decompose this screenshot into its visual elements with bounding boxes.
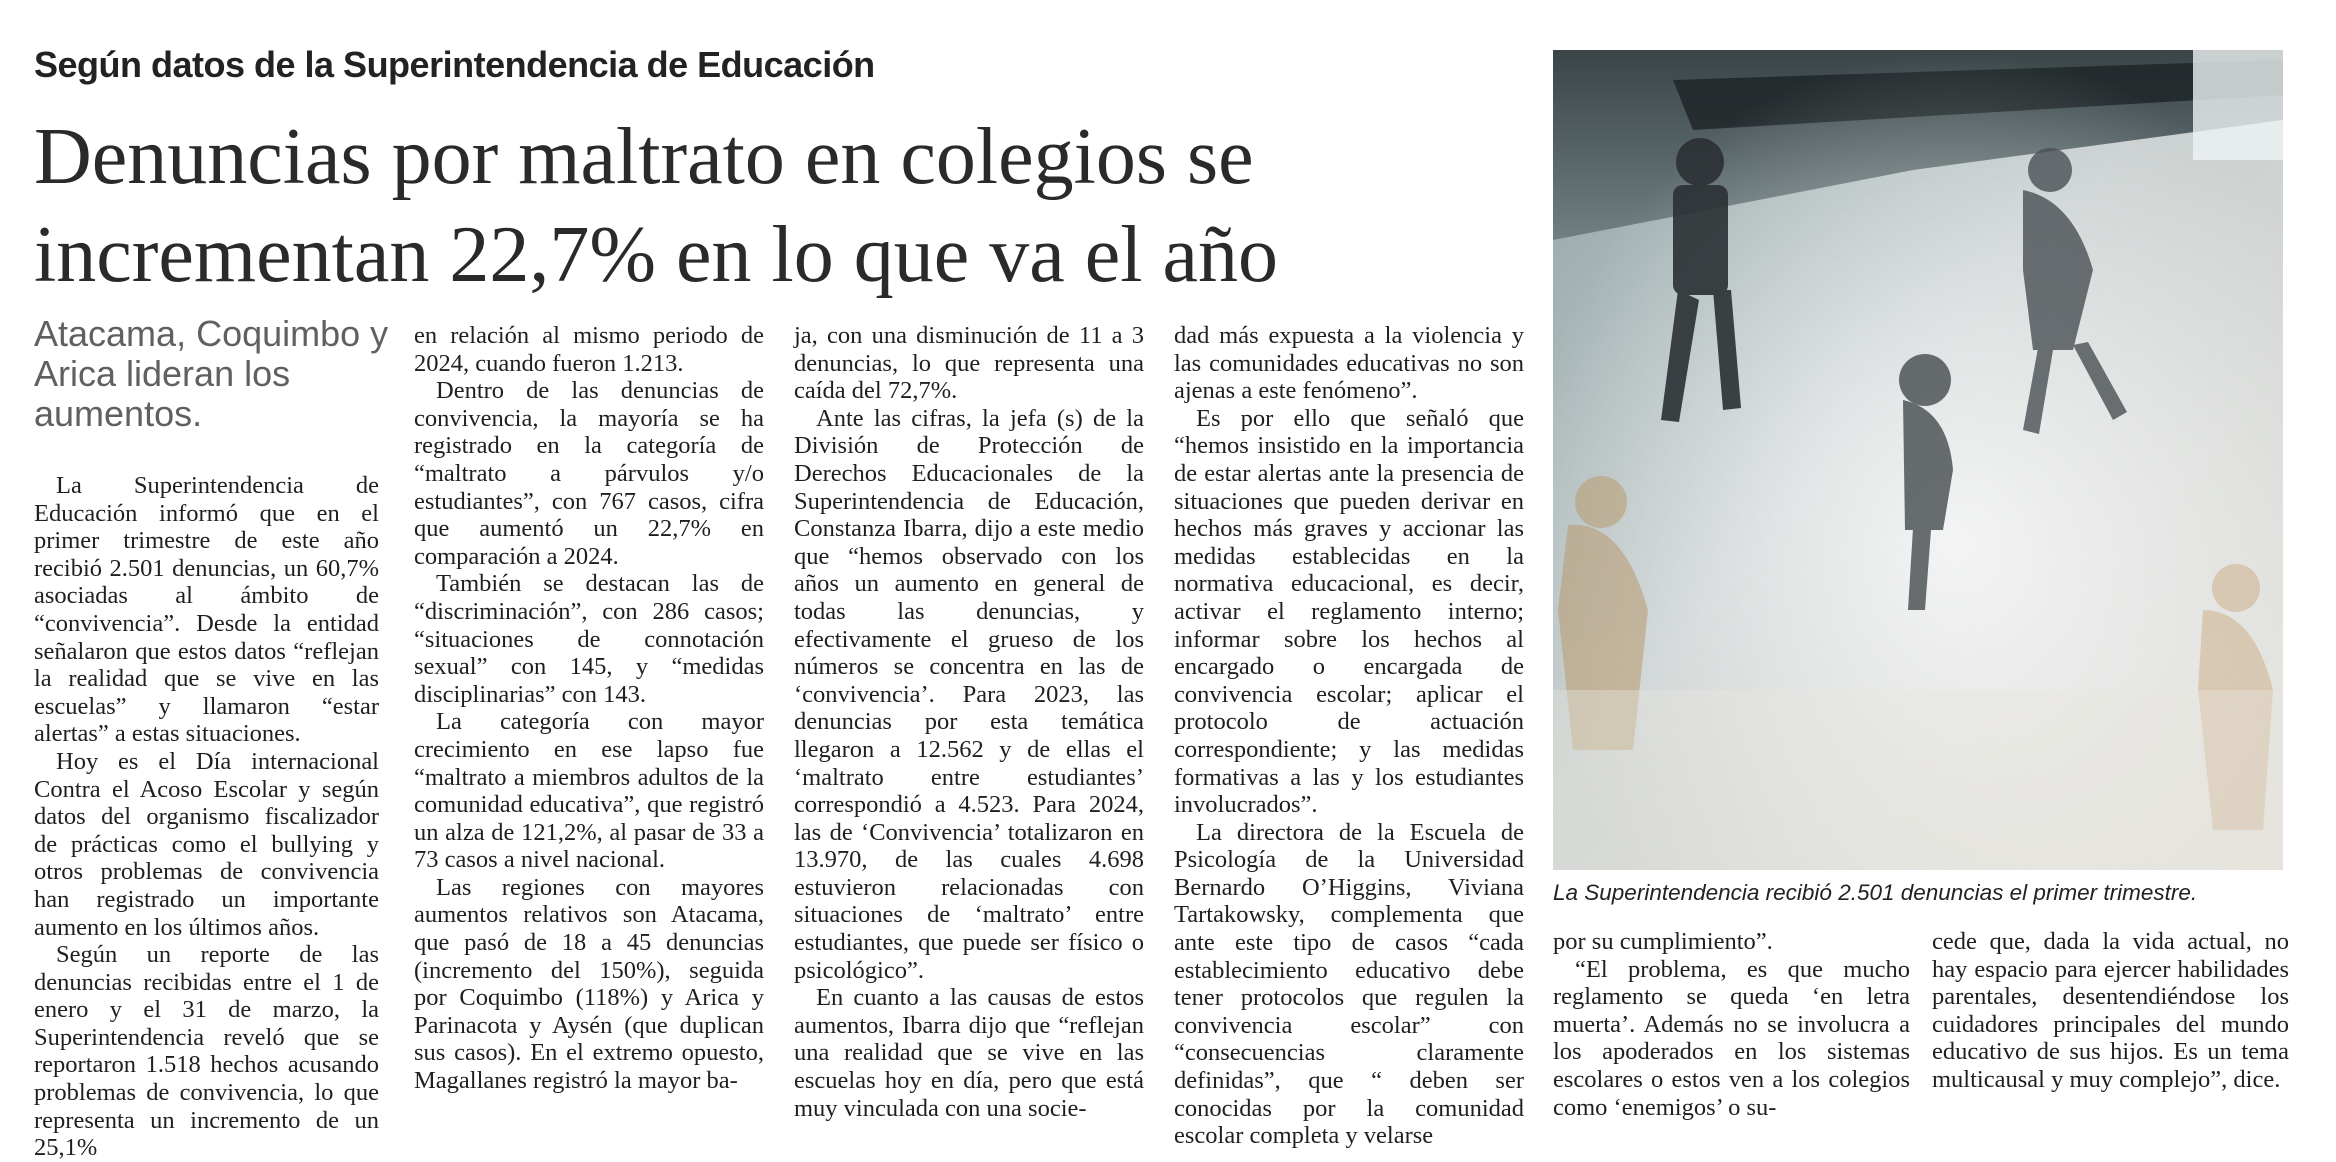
children-hallway-photo xyxy=(1553,50,2283,870)
paragraph: En cuanto a las causas de estos aumentos, Ibarra dijo que “reflejan una realidad que se vive en las escuelas hoy en día, pero que está muy vinculada con una socie- xyxy=(794,984,1144,1122)
paragraph: Hoy es el Día internacional Contra el Acoso Escolar y según datos del organismo fiscalizador de prácticas como el bullying y otros problemas de convivencia han registrado un importante aumento en los últimos años. xyxy=(34,747,379,941)
paragraph: cede que, dada la vida actual, no hay espacio para ejercer habilidades parentales, desentendiéndose los cuidadores principales del mundo educativo de sus hijos. Es un tema multicausal y muy complejo”, dice. xyxy=(1932,928,2289,1093)
article-headline: Denuncias por maltrato en colegios se incrementan 22,7% en lo que va el año xyxy=(34,113,1278,299)
paragraph: “El problema, es que mucho reglamento se queda ‘en letra muerta’. Además no se involucra a los apoderados en los sistemas escolares o estos ven a los colegios como ‘enemigos’ o su- xyxy=(1553,955,1910,1121)
body-column-1 xyxy=(34,472,379,1162)
paragraph: También se destacan las de “discriminación”, con 286 casos; “situaciones de connotación sexual” con 145, y “medidas disciplinarias” con 143. xyxy=(414,570,764,708)
paragraph: por su cumplimiento”. xyxy=(1553,928,1773,955)
paragraph: Es por ello que señaló que “hemos insistido en la importancia de estar alertas ante la presencia de situaciones que pueden derivar en hechos más graves y accionar las medidas establecidas en la normativa educacional, es decir, activar el reglamento interno; informar sobre los hechos al encargado o encargada de convivencia escolar; aplicar el protocolo de actuación correspondiente; y las medidas formativas a las y los estudiantes involucrados”. xyxy=(1174,404,1524,819)
paragraph: Según un reporte de las denuncias recibidas entre el 1 de enero y el 31 de marzo, la Superintendencia reveló que se reportaron 1.518 hechos acusando problemas de convivencia, lo que representa un incremento de un 25,1% xyxy=(34,941,379,1162)
article-photo xyxy=(1553,50,2283,870)
paragraph: Las regiones con mayores aumentos relativos son Atacama, que pasó de 18 a 45 denuncias (incremento del 150%), seguida por Coquimbo (118%) y Arica y Parinacota y Aysén (que duplican sus casos). En el extremo opuesto, Magallanes registró la mayor ba- xyxy=(414,873,764,1095)
paragraph: ja, con una disminución de 11 a 3 denuncias, lo que representa una caída del 72,7%. xyxy=(794,322,1144,405)
body-column-2 xyxy=(414,322,764,1095)
paragraph: en relación al mismo periodo de 2024, cuando fueron 1.213. xyxy=(414,322,764,377)
article-subhead: Atacama, Coquimbo y Arica lideran los aumentos. xyxy=(34,313,389,434)
paragraph: Ante las cifras, la jefa (s) de la División de Protección de Derechos Educacionales de la Superintendencia de Educación, Constanza Ibarra, dijo a este medio que “hemos observado con los años un aumento en general de todas las denuncias, y efectivamente el grueso de los números se concentra en las de ‘convivencia’. Para 2023, las denuncias por esta temática llegaron a 12.562 y de ellas el ‘maltrato entre estudiantes’ correspondió a 4.523. Para 2024, las de ‘Convivencia’ totalizaron en 13.970, de las cuales 4.698 estuvieron relacionadas con situaciones de ‘maltrato’ entre estudiantes, que puede ser físico o psicológico”. xyxy=(794,404,1144,984)
article-kicker: Según datos de la Superintendencia de Educación xyxy=(34,44,875,85)
paragraph: La categoría con mayor crecimiento en ese lapso fue “maltrato a miembros adultos de la comunidad educativa”, que registró un alza de 121,2%, al pasar de 33 a 73 casos a nivel nacional. xyxy=(414,708,764,874)
paragraph: La directora de la Escuela de Psicología de la Universidad Bernardo O’Higgins, Viviana Tartakowsky, complementa que ante este tipo de casos “cada establecimiento educativo debe tener protocolos que regulen la convivencia escolar” con “consecuencias claramente definidas”, que “ deben ser conocidas por la comunidad escolar completa y velarse xyxy=(1174,818,1524,1150)
paragraph: dad más expuesta a la violencia y las comunidades educativas no son ajenas a este fenómeno”. xyxy=(1174,322,1524,405)
body-column-6 xyxy=(1932,928,2289,1094)
photo-caption: La Superintendencia recibió 2.501 denuncias el primer trimestre. xyxy=(1553,880,2198,905)
body-column-5 xyxy=(1553,928,1910,1121)
body-column-4 xyxy=(1174,322,1524,1150)
body-column-3 xyxy=(794,322,1144,1122)
paragraph: Dentro de las denuncias de convivencia, la mayoría se ha registrado en la categoría de “maltrato a párvulos y/o estudiantes”, con 767 casos, cifra que aumentó un 22,7% en comparación a 2024. xyxy=(414,377,764,570)
paragraph: La Superintendencia de Educación informó que en el primer trimestre de este año recibió 2.501 denuncias, un 60,7% asociadas al ámbito de “convivencia”. Desde la entidad señalaron que estos datos “reflejan la realidad que se vive en las escuelas” y llamaron “estar alertas” a estas situaciones. xyxy=(34,472,379,748)
